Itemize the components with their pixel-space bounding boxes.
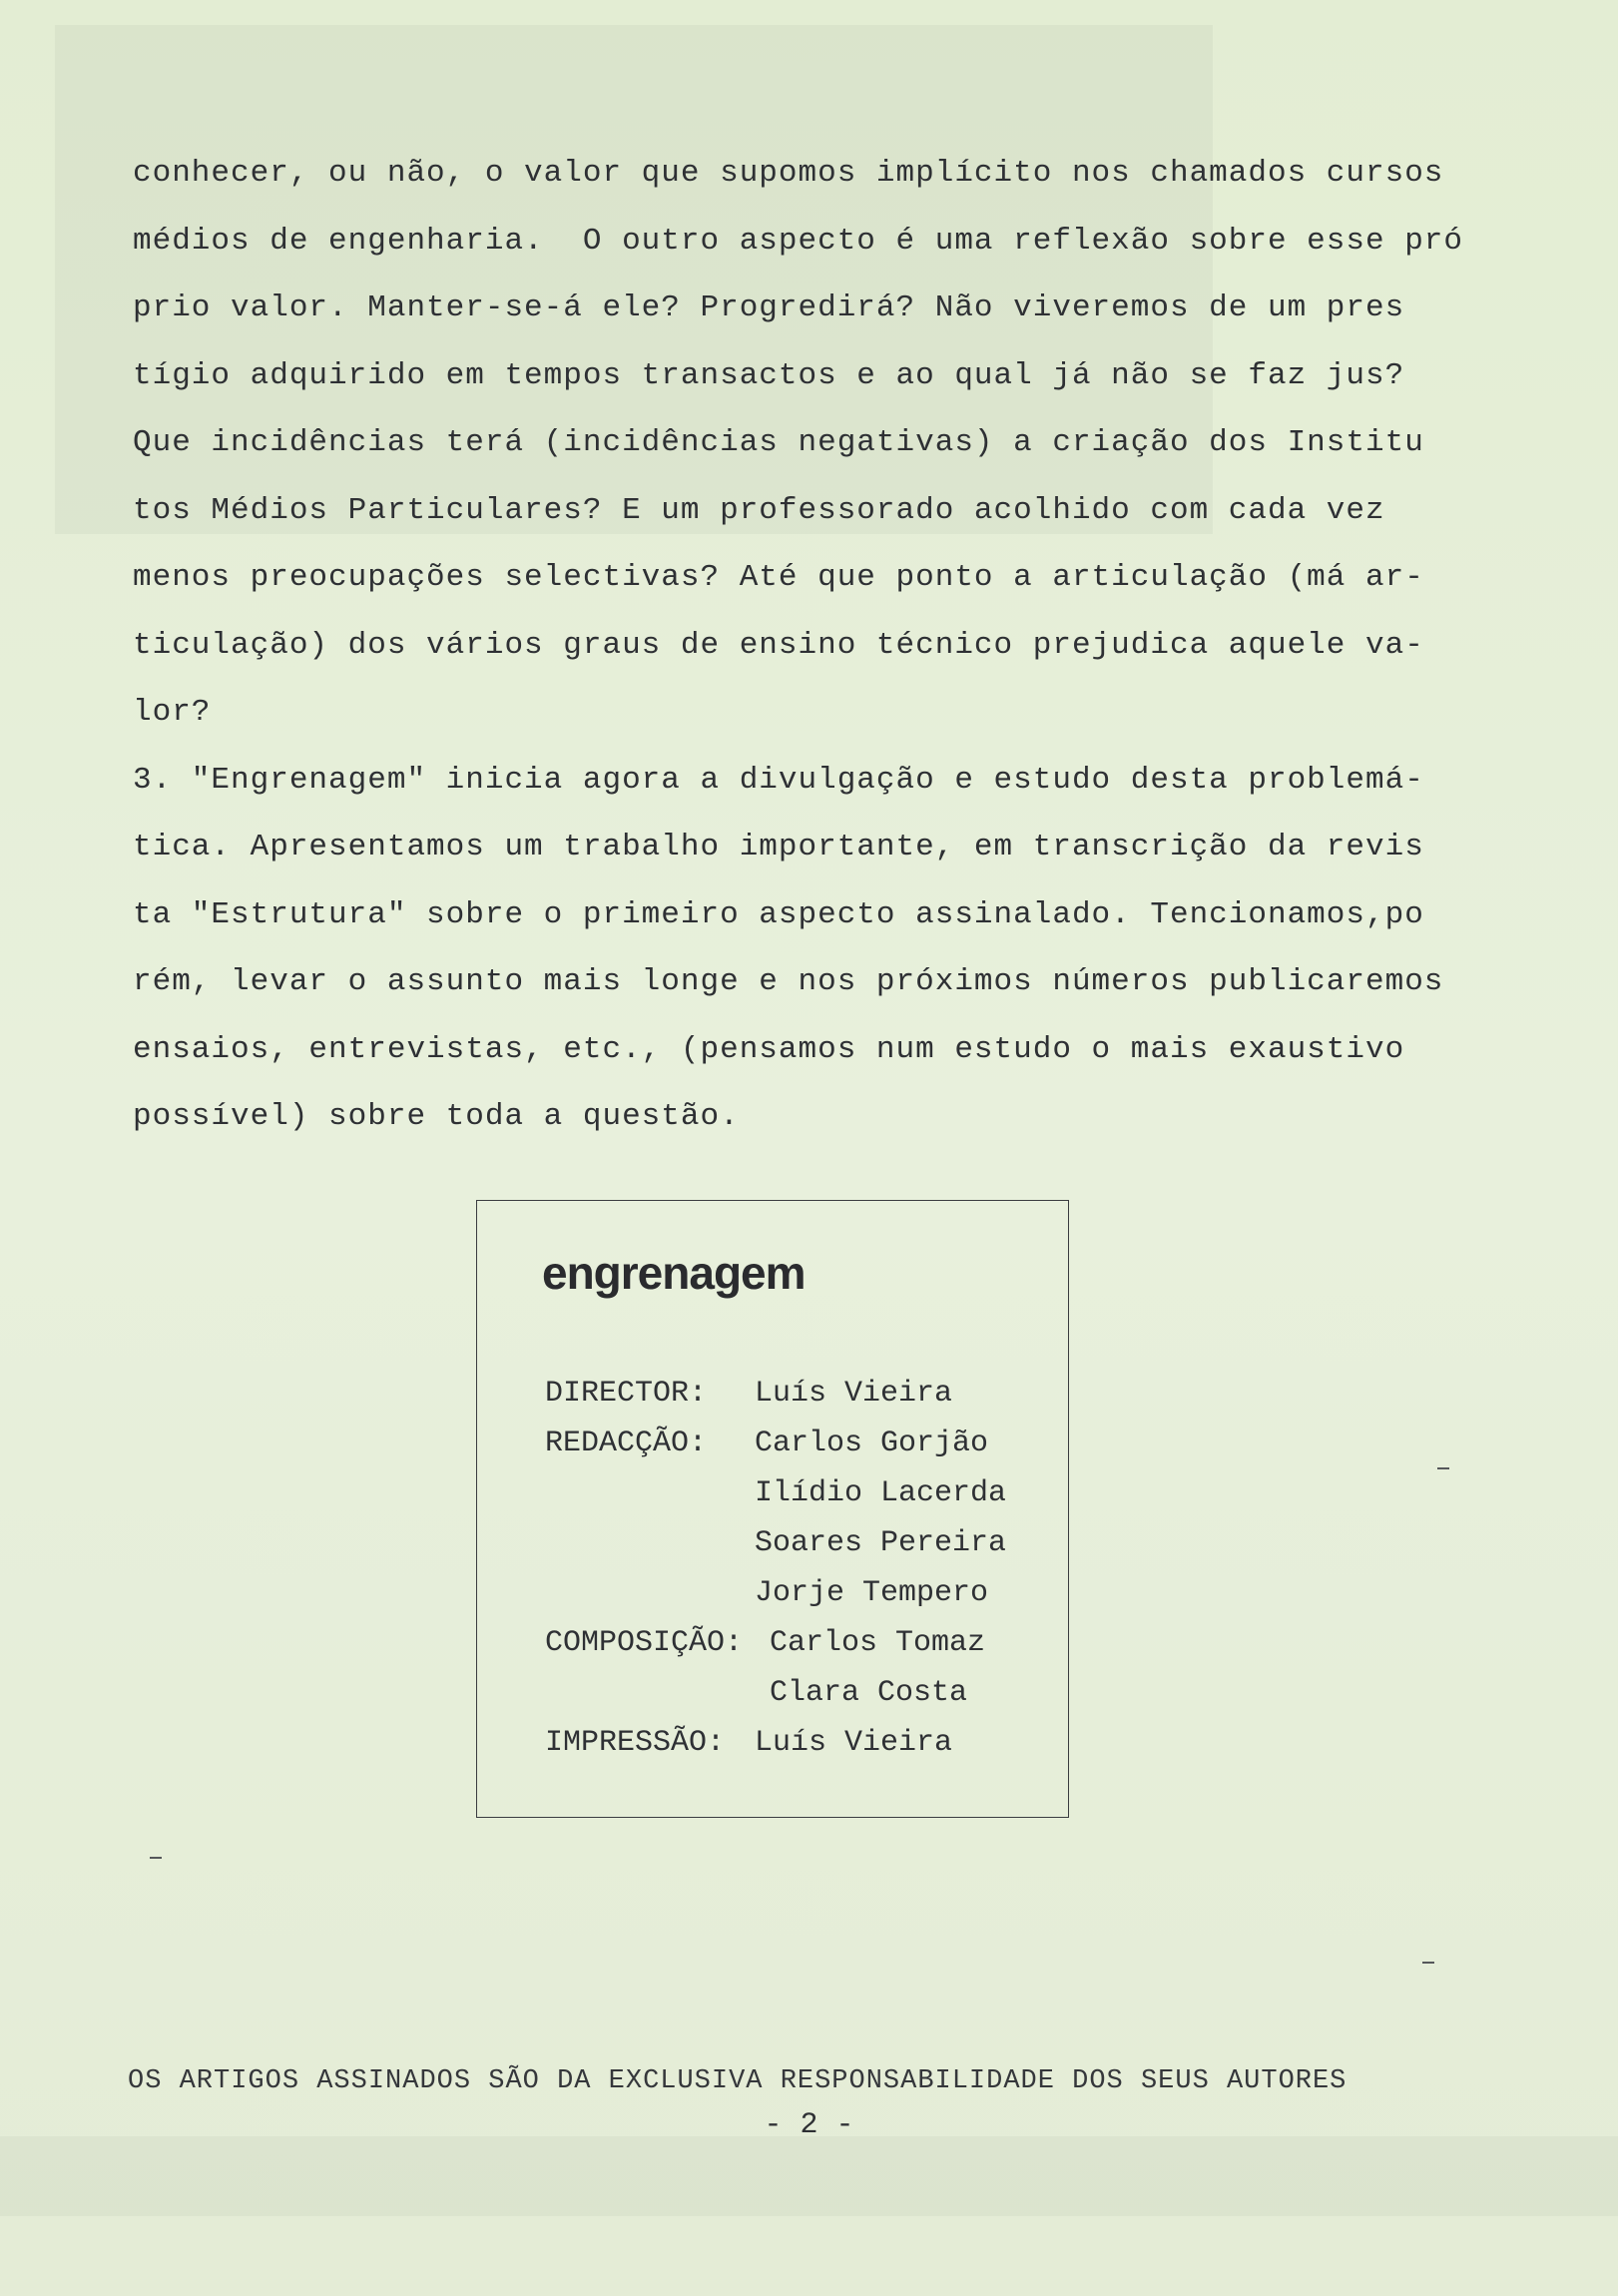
body-line: rém, levar o assunto mais longe e nos próximos números publicaremos bbox=[133, 964, 1444, 999]
credit-composicao bbox=[545, 1618, 1006, 1668]
page-number: - 2 - bbox=[764, 2108, 854, 2142]
show-through-band bbox=[0, 2136, 1618, 2216]
body-line: 3. "Engrenagem" inicia agora a divulgação e estudo desta problemá- bbox=[133, 762, 1424, 798]
credit-director bbox=[545, 1369, 1006, 1419]
body-line: menos preocupações selectivas? Até que ponto a articulação (má ar- bbox=[133, 560, 1424, 595]
body-line: conhecer, ou não, o valor que supomos implícito nos chamados cursos bbox=[133, 156, 1444, 191]
credit-composicao-cont bbox=[545, 1668, 1006, 1718]
credits-list bbox=[545, 1369, 1006, 1768]
credit-redaccao-cont bbox=[545, 1568, 1006, 1618]
masthead-box bbox=[476, 1200, 1069, 1818]
masthead-title: engrenagem bbox=[542, 1247, 806, 1299]
margin-mark bbox=[1437, 1467, 1449, 1469]
credit-impressao bbox=[545, 1718, 1006, 1768]
credit-name: Soares Pereira bbox=[755, 1526, 1007, 1560]
margin-mark bbox=[150, 1857, 162, 1859]
credit-name: Clara Costa bbox=[770, 1676, 968, 1710]
body-line: ensaios, entrevistas, etc., (pensamos num estudo o mais exaustivo bbox=[133, 1031, 1405, 1067]
credit-role: IMPRESSÃO: bbox=[545, 1726, 726, 1760]
credit-name: Carlos Gorjão bbox=[755, 1427, 989, 1460]
credit-redaccao bbox=[545, 1419, 1006, 1468]
body-line: ta "Estrutura" sobre o primeiro aspecto assinalado. Tencionamos,po bbox=[133, 896, 1424, 932]
body-line: possível) sobre toda a questão. bbox=[133, 1099, 740, 1134]
credit-role: REDACÇÃO: bbox=[545, 1427, 708, 1460]
footer-disclaimer: OS ARTIGOS ASSINADOS SÃO DA EXCLUSIVA RESPONSABILIDADE DOS SEUS AUTORES bbox=[128, 2066, 1348, 2096]
body-line: prio valor. Manter-se-á ele? Progredirá? Não viveremos de um pres bbox=[133, 290, 1405, 325]
body-line: Que incidências terá (incidências negativas) a criação dos Institu bbox=[133, 425, 1424, 460]
credit-name: Luís Vieira bbox=[755, 1377, 953, 1411]
margin-mark bbox=[1422, 1962, 1434, 1964]
body-line: ticulação) dos vários graus de ensino técnico prejudica aquele va- bbox=[133, 627, 1424, 663]
body-line: tos Médios Particulares? E um professorado acolhido com cada vez bbox=[133, 492, 1385, 528]
credit-name: Jorje Tempero bbox=[755, 1576, 989, 1610]
body-line: tica. Apresentamos um trabalho importante, em transcrição da revis bbox=[133, 830, 1424, 864]
body-line: tígio adquirido em tempos transactos e ao qual já não se faz jus? bbox=[133, 357, 1405, 393]
credit-name: Luís Vieira bbox=[755, 1726, 953, 1760]
credit-role: COMPOSIÇÃO: bbox=[545, 1626, 744, 1660]
credit-role: DIRECTOR: bbox=[545, 1377, 708, 1411]
credit-name: Carlos Tomaz bbox=[770, 1626, 986, 1660]
credit-name: Ilídio Lacerda bbox=[755, 1476, 1007, 1510]
editorial-body-text bbox=[133, 140, 1480, 1151]
credit-redaccao-cont bbox=[545, 1468, 1006, 1518]
credit-redaccao-cont bbox=[545, 1518, 1006, 1568]
body-line: médios de engenharia. O outro aspecto é uma reflexão sobre esse pró bbox=[133, 223, 1464, 259]
body-line: lor? bbox=[133, 695, 212, 730]
